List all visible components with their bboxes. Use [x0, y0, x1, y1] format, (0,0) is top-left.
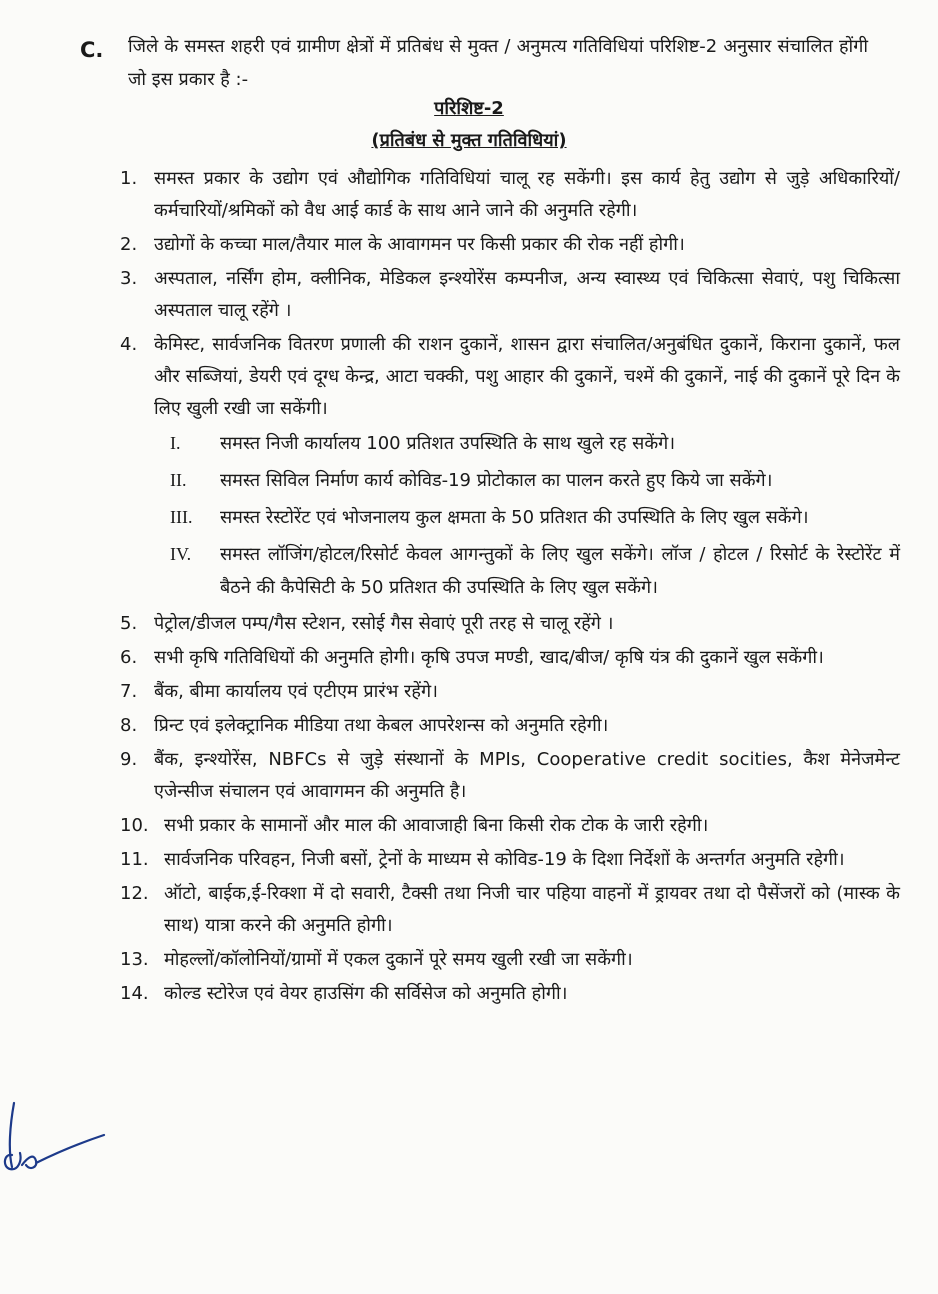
list-item [120, 163, 900, 227]
list-item [120, 676, 900, 708]
item-number: 10. [120, 815, 149, 836]
item-number: 3. [120, 268, 138, 289]
sub-list-item [170, 501, 900, 534]
sub-item-text: समस्त लॉजिंग/होटल/रिसोर्ट केवल आगन्तुकों के लिए खुल सकेंगे। लॉज / होटल / रिसोर्ट के रेस्टोरेंट में बैठने की कैपेसिटी के 50 प्रतिशत की उपस्थिति के लिए खुल सकेंगे। [220, 544, 900, 598]
item-text: अस्पताल, नर्सिंग होम, क्लीनिक, मेडिकल इन्श्योरेंस कम्पनीज, अन्य स्वास्थ्य एवं चिकित्सा सेवाएं, पशु चिकित्सा अस्पताल चालू रहेंगे । [154, 268, 900, 321]
section-intro: जिले के समस्त शहरी एवं ग्रामीण क्षेत्रों में प्रतिबंध से मुक्त / अनुमत्य गतिविधियां परिशिष्ट-2 अनुसार संचालित होंगी जो इस प्रकार है :- [128, 36, 868, 90]
item-number: 14. [120, 983, 149, 1004]
annexure-subtitle: (प्रतिबंध से मुक्त गतिविधियां) [371, 130, 567, 151]
list-item [120, 329, 900, 425]
sub-item-number: II. [170, 470, 187, 490]
activity-list [120, 163, 900, 1012]
handwritten-signature [0, 1095, 110, 1190]
list-item [120, 229, 900, 261]
sub-list-item [170, 464, 900, 497]
item-number: 5. [120, 613, 138, 634]
item-text: उद्योगों के कच्चा माल/तैयार माल के आवागमन पर किसी प्रकार की रोक नहीं होगी। [154, 234, 685, 255]
item-number: 9. [120, 749, 138, 770]
list-item [120, 608, 900, 640]
list-item [120, 263, 900, 327]
item-text: समस्त प्रकार के उद्योग एवं औद्योगिक गतिविधियां चालू रह सकेंगी। इस कार्य हेतु उद्योग से जुड़े अधिकारियों/कर्मचारियों/श्रमिकों को वैध आई कार्ड के साथ आने जाने की अनुमति रहेगी। [154, 168, 900, 221]
sub-item-text: समस्त रेस्टोरेंट एवं भोजनालय कुल क्षमता के 50 प्रतिशत की उपस्थिति के लिए खुल सकेंगे। [220, 507, 809, 528]
sub-item-number: III. [170, 507, 193, 527]
sub-list [170, 427, 900, 604]
item-text: सभी कृषि गतिविधियों की अनुमति होगी। कृषि उपज मण्डी, खाद/बीज/ कृषि यंत्र की दुकानें खुल सकेंगी। [154, 647, 824, 668]
annexure-title: परिशिष्ट-2 [434, 98, 504, 119]
list-item [120, 978, 900, 1010]
list-item [120, 810, 900, 842]
sub-item-number: I. [170, 433, 181, 453]
item-text: सार्वजनिक परिवहन, निजी बसों, ट्रेनों के माध्यम से कोविड-19 के दिशा निर्देशों के अन्तर्गत अनुमति रहेगी। [164, 849, 845, 870]
item-number: 13. [120, 949, 149, 970]
list-item [120, 710, 900, 742]
item-text: केमिस्ट, सार्वजनिक वितरण प्रणाली की राशन दुकानें, शासन द्वारा संचालित/अनुबंधित दुकानें, किराना दुकानें, फल और सब्जियां, डेयरी एवं दूग्ध केन्द्र, आटा चक्की, पशु आहार की दुकानें, चश्में की दुकानें, नाई की दुकानें पूरे दिन के लिए खुली रखी जा सकेंगी। [154, 334, 900, 419]
item-text: पेट्रोल/डीजल पम्प/गैस स्टेशन, रसोई गैस सेवाएं पूरी तरह से चालू रहेंगे । [154, 613, 614, 634]
item-text: मोहल्लों/कॉलोनियों/ग्रामों में एकल दुकानें पूरे समय खुली रखी जा सकेंगी। [164, 949, 633, 970]
sub-item-text: समस्त सिविल निर्माण कार्य कोविड-19 प्रोटोकाल का पालन करते हुए किये जा सकेंगे। [220, 470, 773, 491]
list-item [120, 642, 900, 674]
item-number: 1. [120, 168, 138, 189]
item-number: 7. [120, 681, 138, 702]
sub-item-text: समस्त निजी कार्यालय 100 प्रतिशत उपस्थिति के साथ खुले रह सकेंगे। [220, 433, 676, 454]
item-number: 8. [120, 715, 138, 736]
item-text: कोल्ड स्टोरेज एवं वेयर हाउसिंग की सर्विसेज को अनुमति होगी। [164, 983, 568, 1004]
sub-list-item [170, 427, 900, 460]
item-text: बैंक, इन्श्योरेंस, NBFCs से जुड़े संस्थानों के MPIs, Cooperative credit socities, कैश मेनेजमेन्ट एजेन्सीज संचालन एवं आवागमन की अनुमति है। [154, 749, 900, 802]
list-item [120, 844, 900, 876]
item-number: 6. [120, 647, 138, 668]
item-number: 12. [120, 883, 149, 904]
sub-item-number: IV. [170, 544, 192, 564]
item-number: 2. [120, 234, 138, 255]
item-number: 4. [120, 334, 138, 355]
sub-list-item [170, 538, 900, 604]
item-number: 11. [120, 849, 149, 870]
list-item [120, 744, 900, 808]
list-item [120, 944, 900, 976]
item-text: ऑटो, बाईक,ई-रिक्शा में दो सवारी, टैक्सी तथा निजी चार पहिया वाहनों में ड्रायवर तथा दो पैसेंजरों को (मास्क के साथ) यात्रा करने की अनुमति होगी। [164, 883, 900, 936]
list-item [120, 878, 900, 942]
item-text: बैंक, बीमा कार्यालय एवं एटीएम प्रारंभ रहेंगे। [154, 681, 438, 702]
item-text: प्रिन्ट एवं इलेक्ट्रानिक मीडिया तथा केबल आपरेशन्स को अनुमति रहेगी। [154, 715, 609, 736]
item-text: सभी प्रकार के सामानों और माल की आवाजाही बिना किसी रोक टोक के जारी रहेगी। [164, 815, 709, 836]
section-label: C. [80, 38, 104, 62]
